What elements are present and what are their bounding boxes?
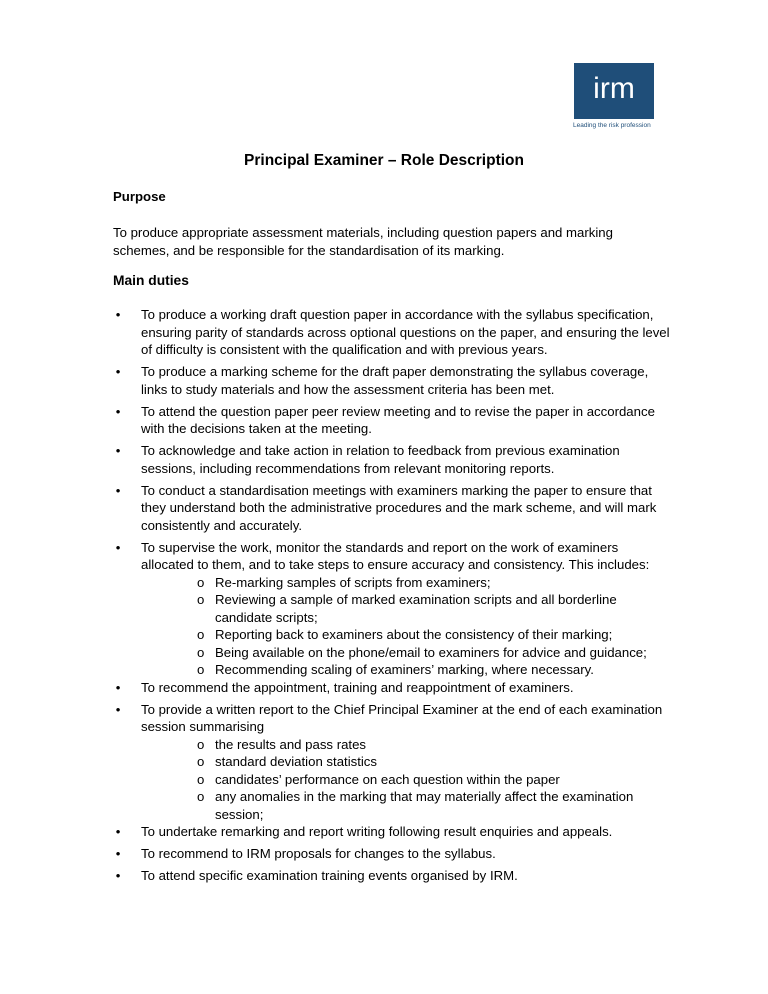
sub-item-text: the results and pass rates [215, 736, 367, 752]
circle-bullet-icon: o [197, 662, 205, 677]
sub-list-item [113, 753, 673, 771]
sub-item-text: Being available on the phone/email to examiners for advice and guidance; [215, 644, 647, 660]
circle-bullet-icon: o [197, 789, 205, 804]
sub-list-item [113, 771, 673, 789]
bullet-icon: • [115, 701, 121, 717]
circle-bullet-icon: o [197, 754, 205, 769]
list-item [113, 403, 673, 438]
duty-text: To attend the question paper peer review meeting and to revise the paper in accordance with the decisions taken at the meeting. [141, 403, 655, 436]
bullet-icon: • [115, 539, 121, 555]
duties-list [113, 306, 673, 885]
list-item [113, 701, 673, 736]
list-item [113, 867, 673, 885]
circle-bullet-icon: o [197, 574, 205, 590]
duty-text: To produce a marking scheme for the draft paper demonstrating the syllabus coverage, links to study materials and how the assessment criteria has been met. [141, 364, 649, 397]
bullet-icon: • [115, 868, 121, 883]
sub-item-text: any anomalies in the marking that may materially affect the examination session; [215, 789, 634, 822]
list-item [113, 363, 673, 398]
list-item [113, 679, 673, 697]
list-item [113, 539, 673, 574]
circle-bullet-icon: o [197, 627, 205, 642]
sub-item-text: candidates’ performance on each question within the paper [215, 771, 560, 787]
duties-heading: Main duties [113, 273, 189, 288]
circle-bullet-icon: o [197, 644, 205, 660]
sub-list-item [113, 644, 673, 662]
sub-item-text: Recommending scaling of examiners’ marking, where necessary. [215, 662, 594, 677]
sub-item-text: standard deviation statistics [215, 754, 377, 769]
sub-item-text: Re-marking samples of scripts from examiners; [215, 574, 491, 590]
bullet-icon: • [115, 364, 121, 379]
page-title: Principal Examiner – Role Description [244, 152, 524, 169]
bullet-icon: • [115, 307, 121, 322]
logo-wordmark: irm [593, 72, 635, 105]
sub-list-item [113, 626, 673, 644]
list-item [113, 482, 673, 535]
bullet-icon: • [115, 482, 121, 498]
purpose-heading: Purpose [113, 189, 166, 204]
duty-text: To recommend the appointment, training and reappointment of examiners. [141, 679, 574, 695]
sub-item-text: Reporting back to examiners about the consistency of their marking; [215, 627, 613, 642]
bullet-icon: • [115, 403, 121, 419]
bullet-icon: • [115, 679, 121, 695]
list-item [113, 306, 673, 359]
sub-item-text: Reviewing a sample of marked examination scripts and all borderline candidate scripts; [215, 592, 617, 625]
duty-text: To undertake remarking and report writing following result enquiries and appeals. [141, 824, 613, 839]
list-item [113, 442, 673, 477]
bullet-icon: • [115, 443, 121, 458]
duty-text: To provide a written report to the Chief Principal Examiner at the end of each examination session summarising [141, 701, 663, 734]
bullet-icon: • [115, 824, 121, 839]
circle-bullet-icon: o [197, 736, 205, 752]
list-item [113, 823, 673, 841]
bullet-icon: • [115, 846, 121, 861]
sub-list-item [113, 736, 673, 754]
duty-text: To supervise the work, monitor the standards and report on the work of examiners allocated to them, and to take steps to ensure accuracy and consistency. This includes: [141, 539, 650, 572]
duty-text: To acknowledge and take action in relation to feedback from previous examination sessions, including recommendations from relevant monitoring reports. [141, 443, 620, 476]
duty-text: To produce a working draft question paper in accordance with the syllabus specification, ensuring parity of standards across optional questions on the paper, and ensuring the level of difficulty is consistent with the qualification and with previous years. [141, 307, 670, 357]
sub-list-item [113, 574, 673, 592]
duty-text: To conduct a standardisation meetings with examiners marking the paper to ensure that they understand both the administrative procedures and the mark scheme, and will mark consistently and accurately. [141, 482, 657, 533]
logo-tagline: Leading the risk profession [573, 122, 651, 129]
purpose-text: To produce appropriate assessment materials, including question papers and marking schemes, and be responsible for the standardisation of its marking. [113, 225, 613, 258]
circle-bullet-icon: o [197, 592, 205, 607]
list-item [113, 845, 673, 863]
irm-logo [574, 63, 654, 119]
circle-bullet-icon: o [197, 771, 205, 787]
duty-text: To attend specific examination training events organised by IRM. [141, 868, 518, 883]
duty-text: To recommend to IRM proposals for changes to the syllabus. [141, 846, 496, 861]
sub-list-item [113, 661, 673, 679]
sub-list-item [113, 788, 673, 823]
sub-list-item [113, 591, 673, 626]
